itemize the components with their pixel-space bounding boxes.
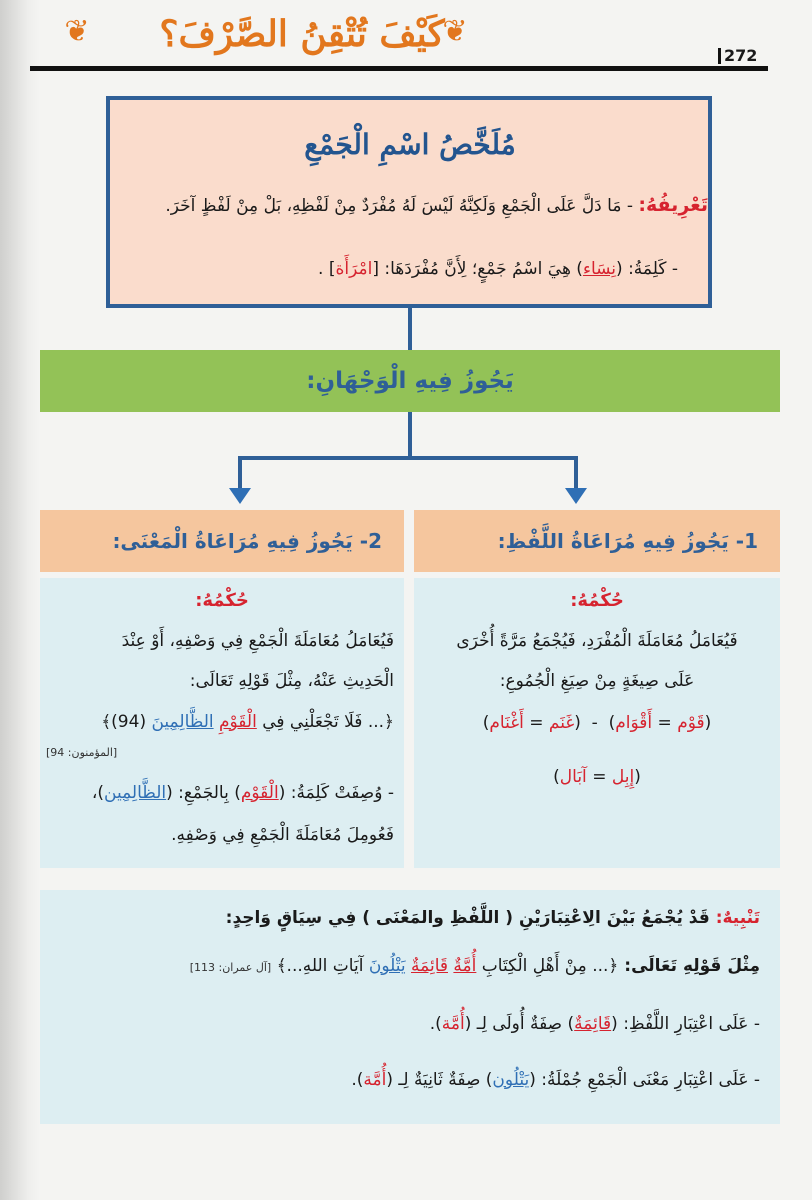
- branch-left-header: [40, 510, 404, 572]
- left-ornament-icon: ❦: [64, 14, 90, 49]
- connector-right-down: [574, 456, 578, 490]
- connector-top: [408, 308, 412, 350]
- note-l1-prefix: - عَلَى اعْتِبَارِ اللَّفْظِ: (: [611, 1014, 760, 1034]
- branch-right-example-ibil: (إِبِل = آبَال): [553, 767, 641, 787]
- note-label: تَنْبِيهٌ:: [715, 908, 760, 928]
- branch-left-panel: [40, 578, 404, 868]
- branch-right-header: [414, 510, 780, 572]
- page-number: 272: [724, 46, 758, 65]
- definition-line: [118, 188, 708, 224]
- arrow-down-icon: [229, 488, 251, 504]
- note-l1-middle: ) صِفَةٌ أُولَى لِـ (: [464, 1014, 575, 1034]
- line3-qawm: الْقَوْم: [240, 783, 279, 803]
- summary-title: مُلَخَّصُ اسْمِ الْجَمْعِ: [304, 128, 516, 161]
- example-qawm: قَوْم: [677, 713, 705, 733]
- branch-left-line4: فَعُومِلَ مُعَامَلَةَ الْجَمْعِ فِي وَصْفِهِ.: [171, 825, 394, 845]
- definition-text: - مَا دَلَّ عَلَى الْجَمْعِ وَلَكِنَّهُ لَيْسَ لَهُ مُفْرَدٌ مِنْ لَفْظِهِ، بَلْ مِنْ لَفْظٍ آخَرَ.: [165, 196, 633, 216]
- note-l1-suffix: ).: [429, 1014, 442, 1034]
- branch-left-line3: [50, 774, 394, 812]
- branch-right-heading: 1- يَجُوزُ فِيهِ مُرَاعَاةُ اللَّفْظِ:: [497, 529, 758, 553]
- page-number-divider: [718, 48, 721, 64]
- book-spine-shadow: [0, 0, 40, 1200]
- branch-right-examples: (قَوْم = أَقْوَام) - (غَنَم = أَغْنَام): [482, 713, 712, 733]
- note-l2-suffix: ).: [351, 1070, 364, 1090]
- branch-right-panel: [414, 578, 780, 868]
- quran-close: (94)﴾: [101, 712, 152, 732]
- arrow-down-icon: [565, 488, 587, 504]
- note-title: قَدْ يُجْمَعُ بَيْنَ الِاعْتِبَارَيْنِ ( اللَّفْظِ والمَعْنَى ) فِي سِيَاقٍ وَاحِدٍ:: [225, 908, 710, 928]
- note-example-prefix: مِثْلَ قَوْلِهِ تَعَالَى:: [618, 956, 760, 976]
- note-word-umma: أُمَّةٌ: [453, 956, 477, 976]
- note-box: [40, 890, 780, 1124]
- note-l2-umma: أُمَّة: [363, 1070, 387, 1090]
- note-quran-close: آيَاتِ اللهِ...﴾: [276, 956, 369, 976]
- quran-word-zalimin: الظَّالِمِينَ: [151, 712, 214, 732]
- note-word-yatlun: يَتْلُونَ: [368, 956, 406, 976]
- note-l2-yatlun: يَتْلُون: [492, 1070, 530, 1090]
- example-aqwam: أَقْوَام: [615, 713, 653, 733]
- branch-left-heading: 2- يَجُوزُ فِيهِ مُرَاعَاةُ الْمَعْنَى:: [112, 529, 382, 553]
- example-middle: ) هِيَ اسْمُ جَمْعٍ؛ لِأَنَّ مُفْرَدَهَا: [: [372, 259, 583, 279]
- note-reference: [آل عمران: 113]: [189, 961, 272, 974]
- branch-left-hukm: حُكْمُهُ:: [195, 590, 249, 611]
- note-line-lafz: [60, 1006, 760, 1042]
- branch-right-line1: فَيُعَامَلُ مُعَامَلَةَ الْمُفْرَدِ، فَيُجْمَعُ مَرَّةً أُخْرَى: [456, 631, 738, 651]
- quran-open: ﴿... فَلَا تَجْعَلْنِي فِي: [256, 712, 394, 732]
- two-ways-heading: يَجُوزُ فِيهِ الْوَجْهَانِ:: [306, 368, 514, 394]
- branch-left-line1: فَيُعَامَلُ مُعَامَلَةَ الْجَمْعِ فِي وَصْفِهِ، أَوْ عِنْدَ: [121, 631, 394, 651]
- branch-left-line2: الْحَدِيثِ عَنْهُ، مِثْلَ قَوْلِهِ تَعَالَى:: [189, 671, 394, 691]
- example-line: [118, 252, 678, 286]
- note-l1-qaima: قَائِمَةٌ: [574, 1014, 612, 1034]
- line3-suffix: )،: [91, 783, 105, 803]
- note-l1-umma: أُمَّة: [441, 1014, 465, 1034]
- note-l2-prefix: - عَلَى اعْتِبَارِ مَعْنَى الْجَمْعِ جُمْلَةُ: (: [529, 1070, 760, 1090]
- line3-middle: ) بِالجَمْعِ: (: [166, 783, 241, 803]
- right-ornament-icon: ❦: [442, 14, 468, 49]
- line3-prefix: - وُصِفَتْ كَلِمَةُ: (: [278, 783, 394, 803]
- example-aabal: آبَال: [559, 767, 587, 787]
- branch-right-line2: عَلَى صِيغَةٍ مِنْ صِيَغِ الْجُمُوعِ:: [499, 671, 695, 691]
- example-singular: امْرَأَة: [335, 259, 373, 279]
- book-title: كَيْفَ تُتْقِنُ الصَّرْفَ؟: [159, 13, 445, 55]
- note-word-qaima: قَائِمَةٌ: [411, 956, 448, 976]
- branch-left-quran: [50, 704, 394, 740]
- connector-left-down: [238, 456, 242, 490]
- example-word: نِسَاء: [582, 259, 617, 279]
- note-l2-middle: ) صِفَةٌ ثَانِيَةٌ لِـ (: [386, 1070, 493, 1090]
- example-aghnam: أَغْنَام: [489, 713, 524, 733]
- connector-middle: [408, 412, 412, 458]
- connector-horizontal: [238, 456, 578, 460]
- example-ibil: إِبِل: [611, 767, 635, 787]
- note-line-maana: [60, 1062, 760, 1098]
- example-suffix: ] .: [318, 259, 336, 279]
- example-ghanam: غَنَم: [548, 713, 575, 733]
- example-prefix: - كَلِمَةُ: (: [616, 259, 678, 279]
- definition-label: تَعْرِيفُهُ:: [638, 194, 708, 216]
- note-example-line: [60, 948, 760, 984]
- quran-reference: [المؤمنون: 94]: [46, 746, 118, 759]
- note-title-line: [60, 900, 760, 936]
- header-rule: [30, 66, 768, 71]
- branch-right-hukm: حُكْمُهُ:: [570, 590, 624, 611]
- quran-word-qawm: الْقَوْمِ: [219, 712, 257, 732]
- note-quran-open: ﴿... مِنْ أَهْلِ الْكِتَابِ: [476, 956, 619, 976]
- line3-zalimin: الظَّالِمِين: [104, 783, 167, 803]
